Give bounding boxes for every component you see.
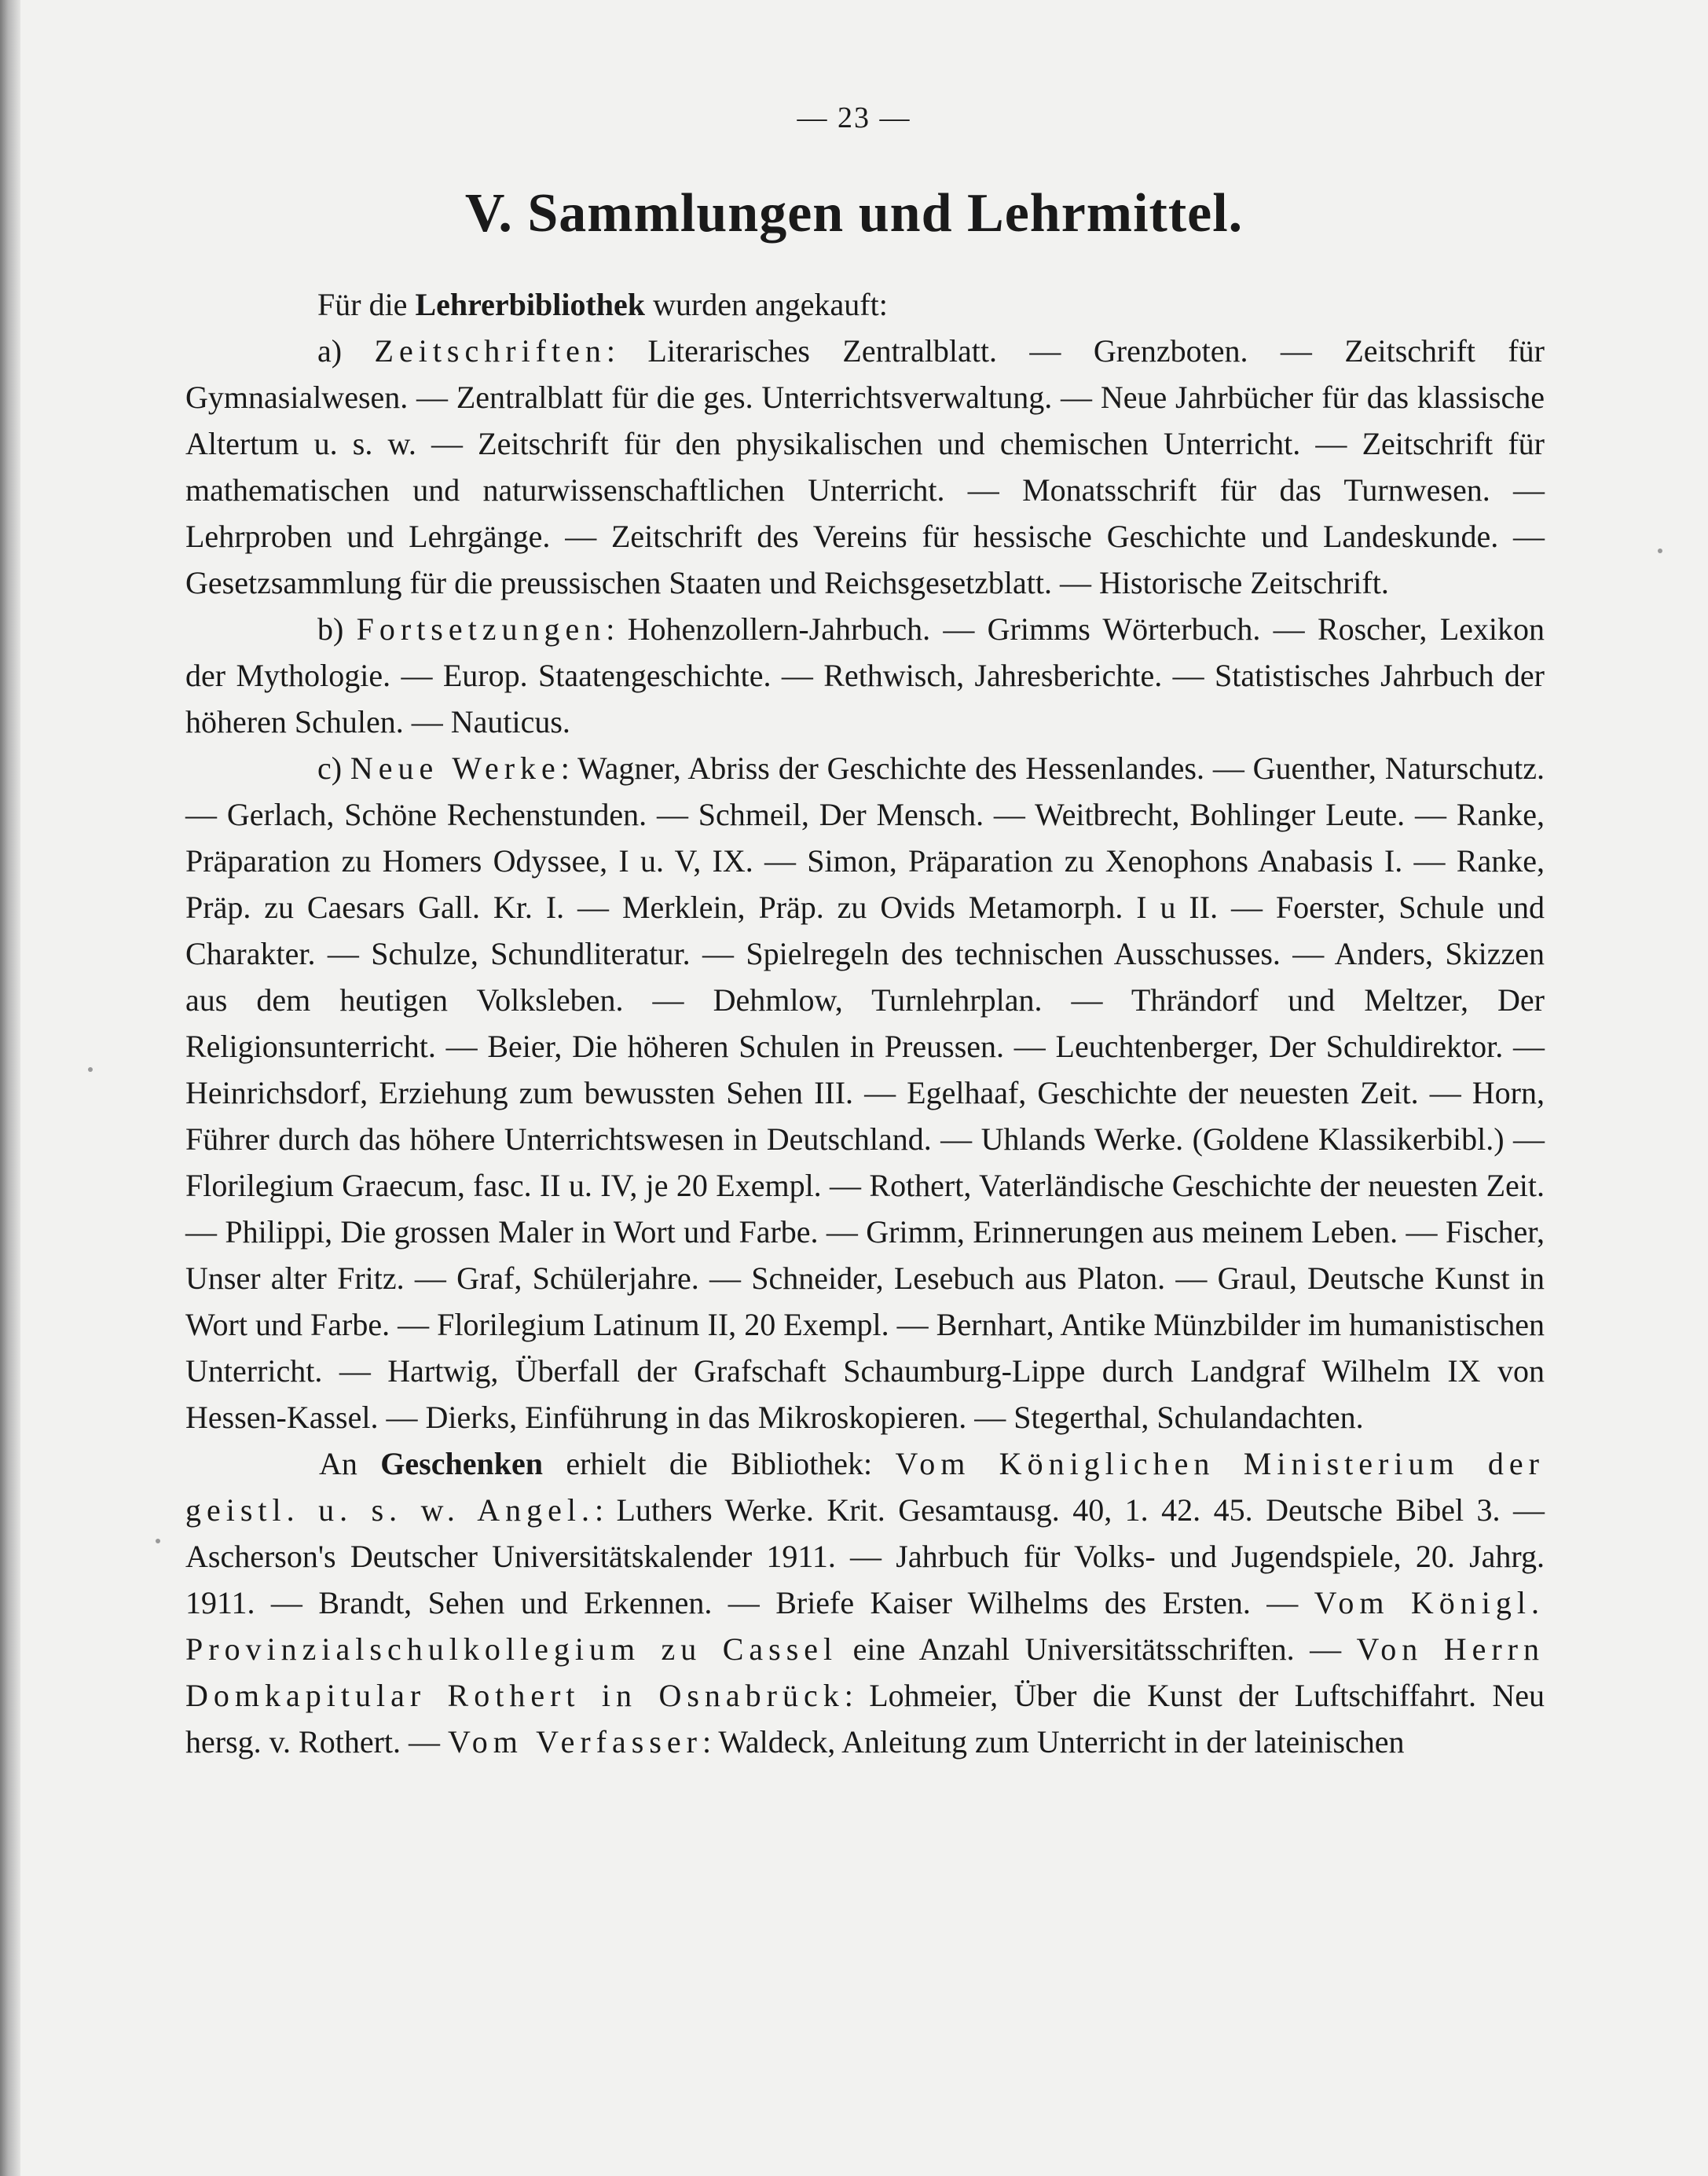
intro-bold-term: Lehrerbibliothek bbox=[415, 287, 646, 322]
section-b-label: Fortsetzungen bbox=[356, 611, 607, 647]
intro-paragraph bbox=[185, 281, 1545, 328]
section-c-paragraph bbox=[185, 745, 1545, 1440]
gifts-text-1: erhielt die Bibliothek: bbox=[542, 1446, 896, 1481]
section-a-text: : Literarisches Zentralblatt. — Grenzboten. — Zeitschrift für Gymnasialwesen. — Zentralblatt für die ges. Unterrichtsverwaltung. — Neue Jahrbücher für das klassische Altertum u. s. w. — Zeitschrift für den physikalischen und chemischen Unterricht. — Zeitschrift für mathematischen und naturwissenschaftlichen Unterricht. — Monatsschrift für das Turnwesen. — Lehrproben und Lehrgänge. — Zeitschrift des Vereins für hessische Geschichte und Landeskunde. — Gesetzsammlung für die preussischen Staaten und Reichsgesetzblatt. — Historische Zeitschrift. bbox=[185, 333, 1545, 600]
gifts-lead: An bbox=[319, 1446, 381, 1481]
gifts-donor-author: Vom Verfasser bbox=[448, 1724, 702, 1760]
gifts-text-3: eine Anzahl Universitätsschriften. — bbox=[838, 1631, 1357, 1667]
section-c-prefix: c) bbox=[317, 750, 350, 786]
section-b-paragraph bbox=[185, 606, 1545, 745]
gifts-donor-ministry: Vom Königlichen Ministerium der geistl. u. s. w. Angel. bbox=[185, 1446, 1545, 1528]
section-b-text: : Hohenzollern-Jahrbuch. — Grimms Wörterbuch. — Roscher, Lexikon der Mythologie. — Europ. Staatengeschichte. — Rethwisch, Jahresberichte. — Statistisches Jahrbuch der höheren Schulen. — Nauticus. bbox=[185, 611, 1545, 739]
gifts-donor-rothert: Von Herrn Domkapitular Rothert in Osnabrück bbox=[185, 1631, 1545, 1713]
section-a-prefix: a) bbox=[317, 333, 375, 369]
page-number: — 23 — bbox=[797, 101, 911, 134]
paper-speck bbox=[156, 1539, 160, 1543]
gifts-text-5: : Waldeck, Anleitung zum Unterricht in der lateinischen bbox=[702, 1724, 1405, 1760]
gifts-text-4: : Lohmeier, Über die Kunst der Luftschiffahrt. Neu hersg. v. Rothert. — bbox=[185, 1678, 1545, 1760]
section-c-label: Neue Werke bbox=[350, 750, 561, 786]
gifts-text-2: : Luthers Werke. Krit. Gesamtausg. 40, 1. 42. 45. Deutsche Bibel 3. — Ascherson's Deutscher Universitätskalender 1911. — Jahrbuch für Volks- und Jugendspiele, 20. Jahrg. 1911. — Brandt, Sehen und Erkennen. — Briefe Kaiser Wilhelms des Ersten. — bbox=[185, 1492, 1545, 1620]
gifts-donor-provinzialschulkollegium: Vom Königl. Provinzialschulkollegium zu Cassel bbox=[185, 1585, 1545, 1667]
section-a-paragraph bbox=[185, 328, 1545, 606]
gifts-bold-term: Geschenken bbox=[380, 1446, 543, 1481]
body-text bbox=[185, 281, 1545, 1765]
intro-text-after: wurden angekauft: bbox=[645, 287, 888, 322]
intro-text-before: Für die bbox=[317, 287, 416, 322]
section-c-text: : Wagner, Abriss der Geschichte des Hessenlandes. — Guenther, Naturschutz. — Gerlach, Schöne Rechenstunden. — Schmeil, Der Mensch. — Weitbrecht, Bohlinger Leute. — Ranke, Präparation zu Homers Odyssee, I u. V, IX. — Simon, Präparation zu Xenophons Anabasis I. — Ranke, Präp. zu Caesars Gall. Kr. I. — Merklein, Präp. zu Ovids Metamorph. I u II. — Foerster, Schule und Charakter. — Schulze, Schundliteratur. — Spielregeln des technischen Ausschusses. — Anders, Skizzen aus dem heutigen Volksleben. — Dehmlow, Turnlehrplan. — Thrändorf und Meltzer, Der Religionsunterricht. — Beier, Die höheren Schulen in Preussen. — Leuchtenberger, Der Schuldirektor. — Heinrichsdorf, Erziehung zum bewussten Sehen III. — Egelhaaf, Geschichte der neuesten Zeit. — Horn, Führer durch das höhere Unterrichtswesen in Deutschland. — Uhlands Werke. (Goldene Klassikerbibl.) — Florilegium Graecum, fasc. II u. IV, je 20 Exempl. — Rothert, Vaterländische Geschichte der neuesten Zeit. — Philippi, Die grossen Maler in Wort und Farbe. — Grimm, Erinnerungen aus meinem Leben. — Fischer, Unser alter Fritz. — Graf, Schülerjahre. — Schneider, Lesebuch aus Platon. — Graul, Deutsche Kunst in Wort und Farbe. — Florilegium Latinum II, 20 Exempl. — Bernhart, Antike Münzbilder im humanistischen Unterricht. — Hartwig, Überfall der Grafschaft Schaumburg-Lippe durch Landgraf Wilhelm IX von Hessen-Kassel. — Dierks, Einführung in das Mikroskopieren. — Stegerthal, Schulandachten. bbox=[185, 750, 1545, 1435]
page-binding-shadow bbox=[0, 0, 20, 2176]
paper-speck bbox=[88, 1067, 93, 1072]
section-a-label: Zeitschriften bbox=[374, 333, 607, 369]
section-b-prefix: b) bbox=[317, 611, 357, 647]
section-heading: V. Sammlungen und Lehrmittel. bbox=[464, 183, 1244, 244]
gifts-paragraph bbox=[185, 1440, 1545, 1765]
paper-speck bbox=[1658, 549, 1662, 553]
